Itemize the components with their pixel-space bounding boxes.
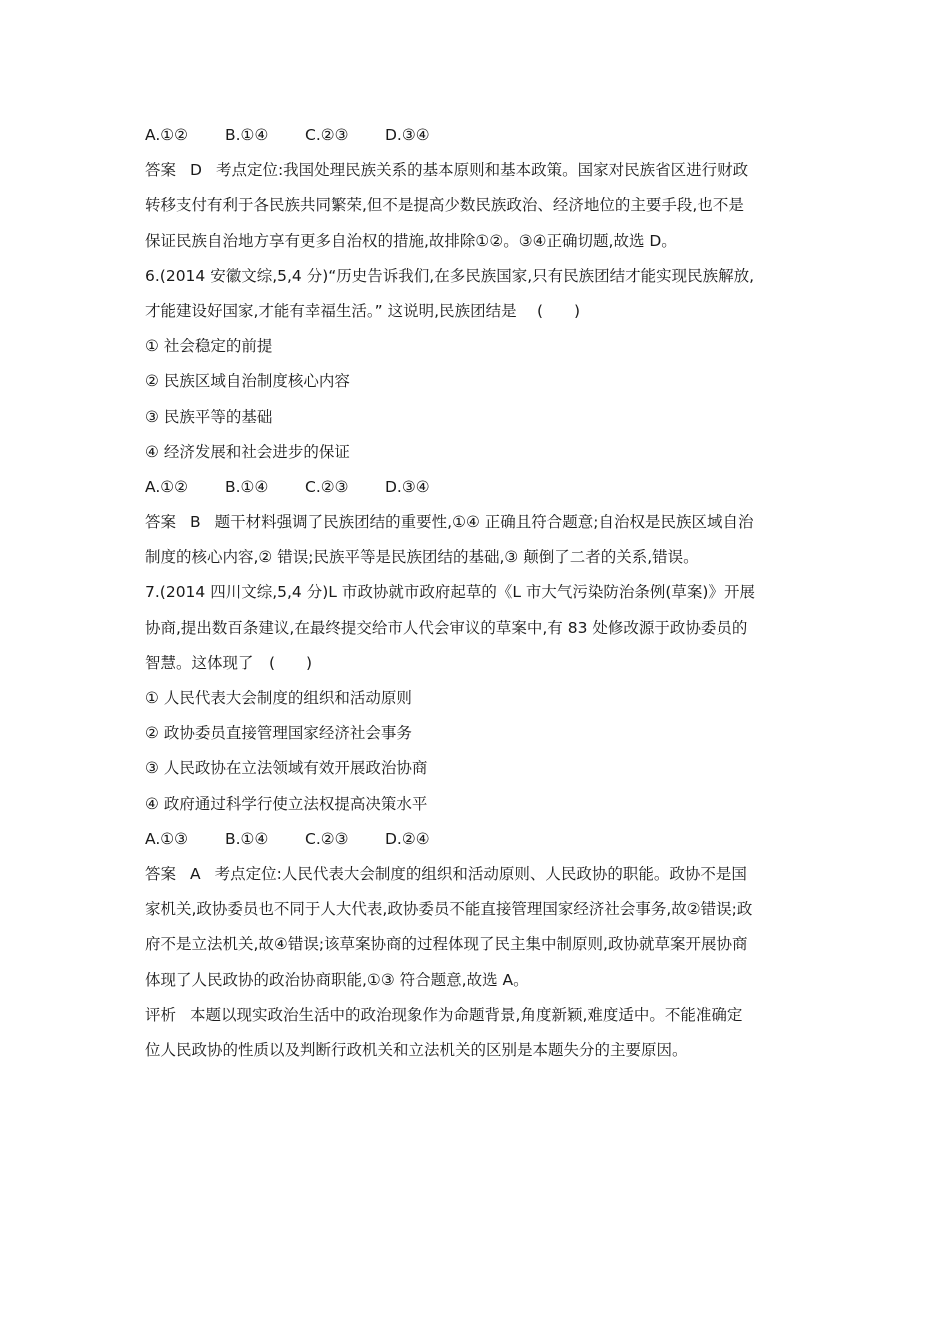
- choice-d: D.③④: [385, 477, 430, 496]
- q6-choices: [145, 470, 810, 505]
- explanation-line: 体现了人民政协的政治协商职能,①③ 符合题意,故选 A。: [145, 970, 529, 989]
- answer-tag: 答案: [145, 161, 177, 180]
- q7-option: ② 政协委员直接管理国家经济社会事务: [145, 724, 412, 743]
- choice-a: A.①②: [145, 126, 189, 144]
- explanation-line: 府不是立法机关,故④错误;该草案协商的过程体现了民主集中制原则,政协就草案开展协商: [145, 935, 748, 954]
- choice-b: B.①④: [225, 477, 269, 496]
- q7-stem-line: 协商,提出数百条建议,在最终提交给市人代会审议的草案中,有 83 处修改源于政协委员的: [145, 618, 748, 637]
- explanation-line: 题干材料强调了民族团结的重要性,①④ 正确且符合题意;自治权是民族区域自治: [214, 513, 754, 532]
- explanation-line: 家机关,政协委员也不同于人大代表,政协委员不能直接管理国家经济社会事务,故②错误;政: [145, 900, 753, 919]
- q6-stem-line: 才能建设好国家,才能有幸福生活。” 这说明,民族团结是 ( ): [145, 301, 581, 320]
- q6-option: ② 民族区域自治制度核心内容: [145, 372, 350, 391]
- explanation-line: 考点定位:人民代表大会制度的组织和活动原则、人民政协的职能。政协不是国: [214, 864, 747, 883]
- choice-c: C.②③: [305, 829, 349, 848]
- choice-c: C.②③: [305, 477, 349, 496]
- choice-b: B.①④: [225, 829, 269, 848]
- choice-d: D.②④: [385, 829, 430, 848]
- q5-choices: [145, 118, 810, 153]
- review-tag: 评析: [145, 1005, 177, 1024]
- q6-option: ① 社会稳定的前提: [145, 337, 273, 356]
- q7-review-line: [145, 998, 810, 1033]
- review-text: 位人民政协的性质以及判断行政机关和立法机关的区别是本题失分的主要原因。: [145, 1040, 688, 1059]
- choice-a: A.①③: [145, 829, 189, 848]
- q7-answer-line: [145, 857, 810, 892]
- answer-tag: 答案: [145, 513, 177, 532]
- q6-answer-line: [145, 505, 810, 540]
- choice-d: D.③④: [385, 126, 430, 144]
- choice-b: B.①④: [225, 126, 269, 144]
- q6-option: ③ 民族平等的基础: [145, 407, 273, 426]
- q6-stem-line: 6.(2014 安徽文综,5,4 分)“历史告诉我们,在多民族国家,只有民族团结才能实现民族解放,: [145, 266, 755, 285]
- answer-letter: A: [190, 864, 201, 883]
- answer-letter: D: [190, 161, 202, 180]
- q6-option: ④ 经济发展和社会进步的保证: [145, 442, 350, 461]
- q5-answer-line: [145, 153, 810, 188]
- answer-tag: 答案: [145, 864, 177, 883]
- choice-c: C.②③: [305, 126, 349, 144]
- explanation-line: 转移支付有利于各民族共同繁荣,但不是提高少数民族政治、经济地位的主要手段,也不是: [145, 196, 744, 215]
- q7-option: ④ 政府通过科学行使立法权提高决策水平: [145, 794, 428, 813]
- explanation-line: 制度的核心内容,② 错误;民族平等是民族团结的基础,③ 颠倒了二者的关系,错误。: [145, 548, 699, 567]
- q7-option: ① 人民代表大会制度的组织和活动原则: [145, 689, 412, 707]
- explanation-line: 考点定位:我国处理民族关系的基本原则和基本政策。国家对民族省区进行财政: [215, 161, 749, 180]
- q7-stem-line: 7.(2014 四川文综,5,4 分)L 市政协就市政府起草的《L 市大气污染防治条例(草案)》开展: [145, 583, 755, 602]
- q7-choices: [145, 822, 810, 857]
- explanation-line: 保证民族自治地方享有更多自治权的措施,故排除①②。③④正确切题,故选 D。: [145, 231, 677, 250]
- document-page: [145, 118, 810, 1068]
- answer-letter: B: [190, 513, 201, 532]
- q7-option: ③ 人民政协在立法领域有效开展政治协商: [145, 759, 428, 778]
- choice-a: A.①②: [145, 477, 189, 496]
- review-text: 本题以现实政治生活中的政治现象作为命题背景,角度新颖,难度适中。不能准确定: [190, 1005, 743, 1024]
- q7-stem-line: 智慧。这体现了 ( ): [145, 653, 313, 672]
